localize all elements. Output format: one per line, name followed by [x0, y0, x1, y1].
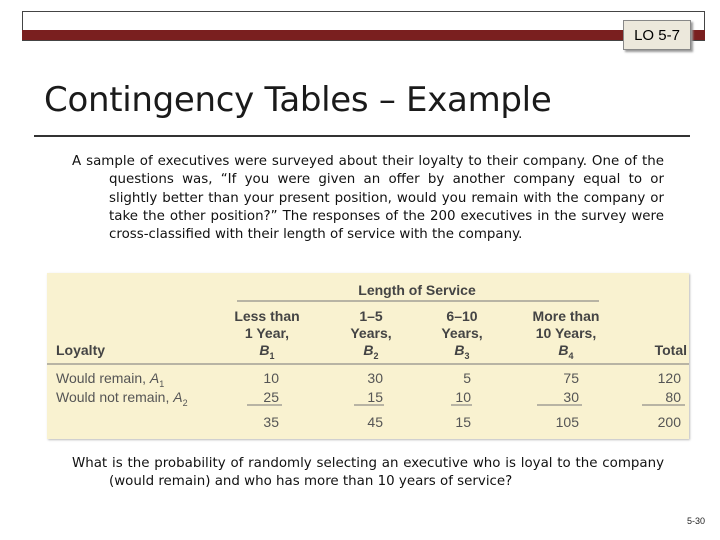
column-header-b3: 6–10 Years, $B_3$: [441, 308, 483, 361]
total-header: Total: [654, 342, 687, 358]
row-label-would-remain: Would remain, $A_1$: [56, 370, 165, 389]
grand-total: 200: [657, 414, 681, 430]
learning-objective-badge: LO 5-7: [623, 20, 691, 50]
title-divider: [34, 135, 690, 137]
slide-title: Contingency Tables – Example: [44, 80, 552, 120]
row-header-loyalty: Loyalty: [56, 342, 106, 358]
row-label-would-not-remain: Would not remain, $A_2$: [56, 389, 188, 408]
column-header-b2: 1–5 Years, $B_2$: [350, 308, 392, 361]
column-header-b4: More than 10 Years, $B_4$: [532, 308, 600, 361]
cell-a1-b3: 5: [463, 370, 471, 386]
total-b2: 45: [367, 414, 383, 430]
cell-a1-b2: 30: [367, 370, 383, 386]
contingency-table: [47, 273, 689, 439]
cell-a2-b4: 30: [563, 389, 579, 405]
cell-a1-b1: 10: [263, 370, 279, 386]
cell-a1-b4: 75: [563, 370, 579, 386]
cell-a2-total: 80: [665, 389, 681, 405]
total-b1: 35: [263, 414, 279, 430]
cell-a2-b1: 25: [263, 389, 279, 405]
total-b3: 15: [455, 414, 471, 430]
cell-a1-total: 120: [657, 370, 681, 386]
cell-a2-b3: 10: [455, 389, 471, 405]
header-stripe: [22, 30, 705, 40]
cell-a2-b2: 15: [367, 389, 383, 405]
total-b4: 105: [555, 414, 579, 430]
slide-number: 5-30: [686, 516, 705, 526]
problem-statement: A sample of executives were surveyed about their loyalty to their company. One of the questions was, “If you were given an offer by another company equal to or slightly better than your present position, would you remain with the company or take the other position?” The responses of the 200 executives in the survey were cross-classified with their length of service with the company.: [72, 154, 664, 243]
group-header: Length of Service: [358, 282, 476, 298]
column-header-b1: Less than 1 Year, $B_1$: [234, 308, 300, 361]
probability-question: What is the probability of randomly selecting an executive who is loyal to the company (would remain) and who has more than 10 years of service?: [72, 456, 664, 490]
